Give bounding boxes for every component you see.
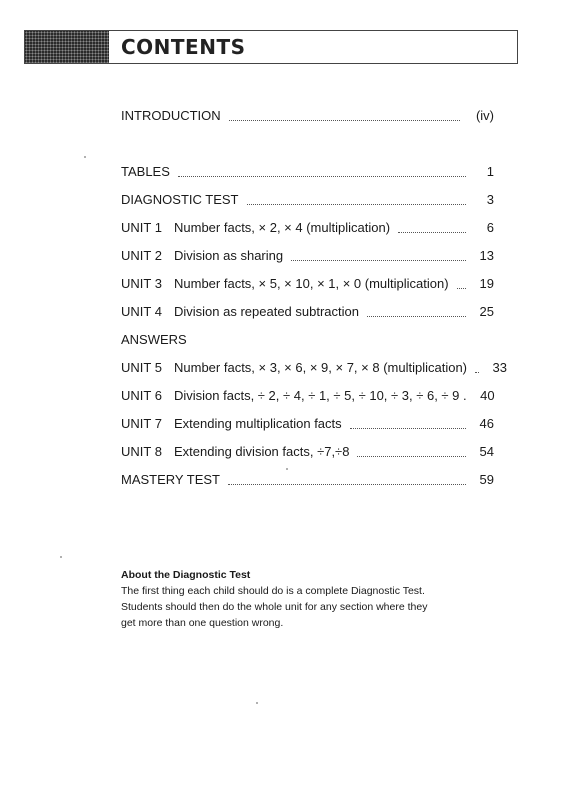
leader-dots — [229, 120, 460, 121]
scan-speck — [60, 556, 62, 558]
leader-dots — [228, 484, 466, 485]
toc-page-number: (iv) — [475, 108, 494, 123]
leader-dots — [357, 456, 466, 457]
leader-dots — [475, 372, 479, 373]
scan-speck — [286, 468, 288, 470]
toc-entry-tables — [121, 160, 494, 180]
toc-page-number: 25 — [479, 304, 494, 319]
leader-dots — [350, 428, 466, 429]
toc-page-number: 1 — [486, 164, 494, 179]
toc-label: TABLES — [121, 164, 170, 179]
about-text-line: get more than one question wrong. — [121, 617, 284, 629]
toc-unit-number: UNIT 2 — [121, 248, 162, 263]
toc-page-number: 40 — [480, 388, 495, 403]
toc-label: DIAGNOSTIC TEST — [121, 192, 239, 207]
contents-header — [24, 30, 518, 64]
toc-entry-unit-6 — [121, 384, 494, 404]
toc-entry-unit-1 — [121, 216, 494, 236]
header-shade-block — [25, 31, 109, 63]
toc-entry-diagnostic-test — [121, 188, 494, 208]
toc-entry-unit-2 — [121, 244, 494, 264]
leader-dots — [398, 232, 466, 233]
toc-label: INTRODUCTION — [121, 108, 221, 123]
toc-unit-number: UNIT 6 — [121, 388, 162, 403]
toc-unit-number: UNIT 8 — [121, 444, 162, 459]
toc-label: MASTERY TEST — [121, 472, 220, 487]
about-text-line: The first thing each child should do is a complete Diagnostic Test. — [121, 585, 425, 597]
page-title: CONTENTS — [121, 35, 246, 59]
toc-label: Number facts, × 2, × 4 (multiplication) — [174, 220, 391, 235]
toc-label: Number facts, × 5, × 10, × 1, × 0 (multiplication) — [174, 276, 449, 291]
leader-dots — [457, 288, 466, 289]
leader-dots — [367, 316, 466, 317]
about-diagnostic-note — [121, 567, 481, 631]
toc-page-number: 19 — [479, 276, 494, 291]
toc-unit-number: UNIT 5 — [121, 360, 162, 375]
toc-page-number: 46 — [479, 416, 494, 431]
toc-entry-introduction — [121, 104, 494, 124]
toc-heading-answers: ANSWERS — [121, 332, 187, 347]
toc-label: Extending multiplication facts — [174, 416, 342, 431]
toc-page-number: 33 — [492, 360, 508, 375]
toc-entry-unit-5 — [121, 356, 508, 376]
toc-unit-number: UNIT 4 — [121, 304, 162, 319]
toc-page-number: 6 — [486, 220, 494, 235]
toc-label: Number facts, × 3, × 6, × 9, × 7, × 8 (multiplication) — [174, 360, 468, 375]
toc-unit-number: UNIT 1 — [121, 220, 162, 235]
about-title: About the Diagnostic Test — [121, 569, 251, 581]
toc-page-number: 13 — [479, 248, 494, 263]
leader-dots — [178, 176, 466, 177]
toc-page-number: 54 — [479, 444, 494, 459]
toc-label: Extending division facts, ÷7,÷8 — [174, 444, 350, 459]
toc-page-number: 59 — [479, 472, 494, 487]
leader-dots — [247, 204, 467, 205]
leader-dots — [291, 260, 466, 261]
toc-entry-unit-7 — [121, 412, 494, 432]
toc-entry-unit-3 — [121, 272, 494, 292]
toc-label: Division as repeated subtraction — [174, 304, 359, 319]
toc-unit-number: UNIT 7 — [121, 416, 162, 431]
toc-label: Division as sharing — [174, 248, 284, 263]
toc-label: Division facts, ÷ 2, ÷ 4, ÷ 1, ÷ 5, ÷ 10, ÷ 3, ÷ 6, ÷ 9 . — [174, 388, 467, 403]
toc-page-number: 3 — [486, 192, 494, 207]
toc-entry-unit-4 — [121, 300, 494, 320]
scan-speck — [84, 156, 86, 158]
toc-entry-mastery-test — [121, 468, 494, 488]
scan-speck — [256, 702, 258, 704]
about-text-line: Students should then do the whole unit for any section where they — [121, 601, 428, 613]
toc-unit-number: UNIT 3 — [121, 276, 162, 291]
toc-entry-unit-8 — [121, 440, 494, 460]
